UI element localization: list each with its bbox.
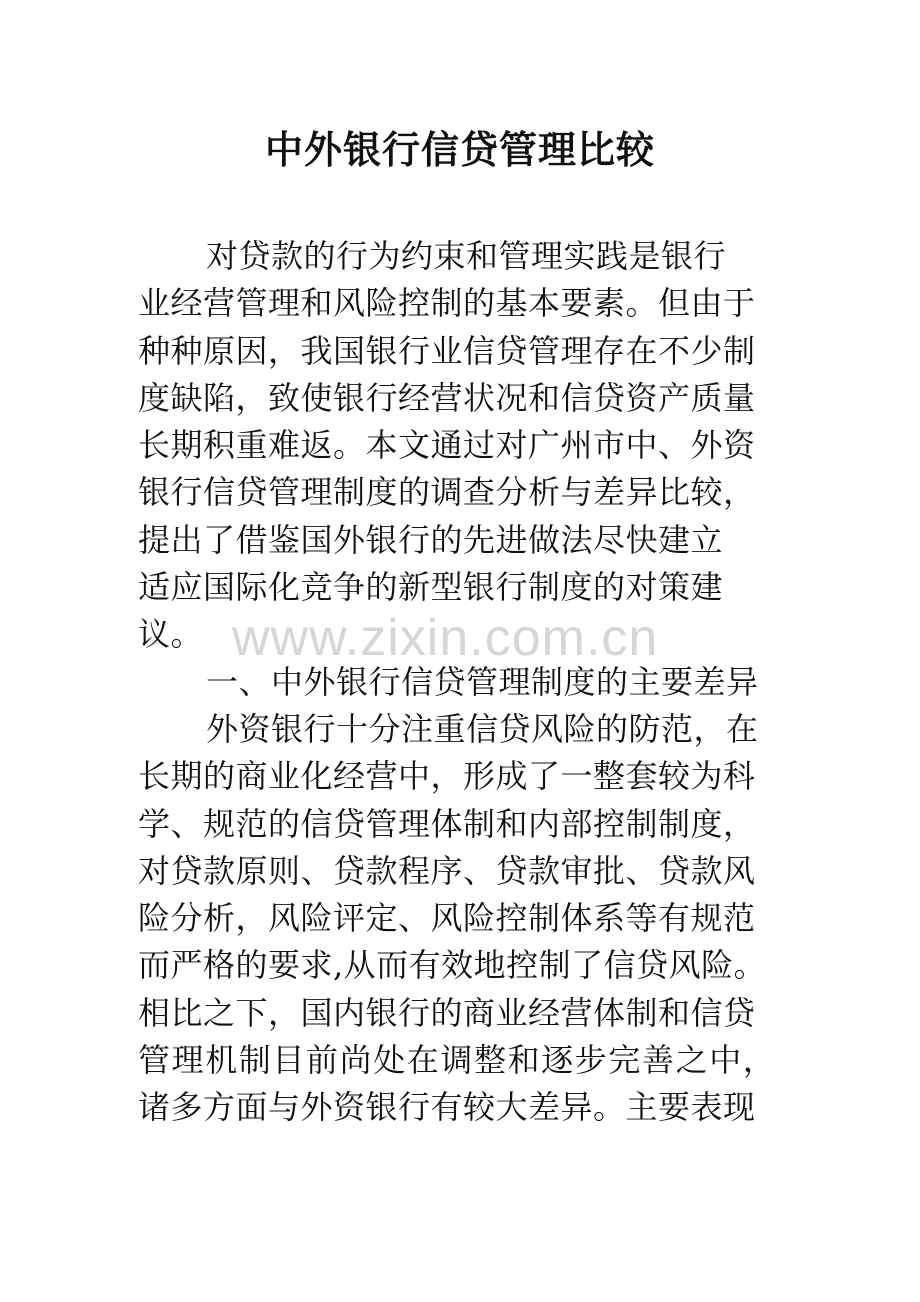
text-line: 学、规范的信贷管理体制和内部控制制度， [138, 804, 756, 843]
text-line: 议。 [138, 615, 204, 654]
watermark: www.zixin.com.cn [232, 609, 659, 667]
text-line: 度缺陷，致使银行经营状况和信贷资产质量 [138, 378, 756, 417]
text-line: 银行信贷管理制度的调查分析与差异比较， [138, 473, 756, 512]
text-line: 种种原因，我国银行业信贷管理存在不少制 [138, 331, 756, 370]
text-line: 诸多方面与外资银行有较大差异。主要表现 [138, 1088, 756, 1127]
text-line: 提出了借鉴国外银行的先进做法尽快建立 [138, 520, 724, 559]
section-heading: 一、中外银行信贷管理制度的主要差异 [206, 662, 759, 701]
text-line: 险分析，风险评定、风险控制体系等有规范 [138, 899, 756, 938]
text-line: 外资银行十分注重信贷风险的防范，在 [206, 709, 759, 748]
document-body [138, 233, 798, 1132]
text-line: 业经营管理和风险控制的基本要素。但由于 [138, 284, 756, 323]
text-line: 对贷款的行为约束和管理实践是银行 [206, 237, 727, 275]
text-line: 而严格的要求,从而有效地控制了信贷风险。 [138, 946, 767, 985]
text-line: 相比之下，国内银行的商业经营体制和信贷 [138, 993, 756, 1032]
text-line: 长期的商业化经营中，形成了一整套较为科 [138, 757, 756, 796]
text-line: 适应国际化竞争的新型银行制度的对策建 [138, 568, 724, 607]
text-line: 长期积重难返。本文通过对广州市中、外资 [138, 426, 756, 465]
text-line: 管理机制目前尚处在调整和逐步完善之中， [138, 1041, 777, 1080]
text-line: 对贷款原则、贷款程序、贷款审批、贷款风 [138, 851, 756, 890]
document-title: 中外银行信贷管理比较 [264, 127, 655, 172]
